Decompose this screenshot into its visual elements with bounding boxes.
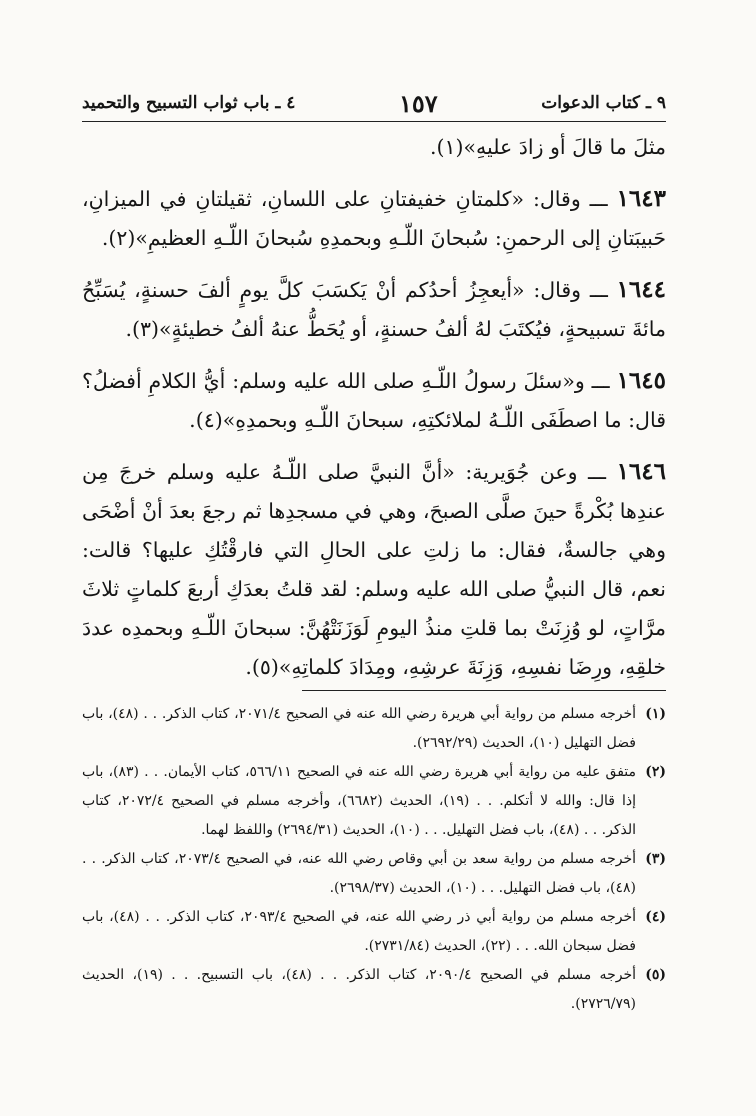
hadith-1644 (82, 270, 666, 349)
hadith-text: ـــ وقال: «كلمتانِ خفيفتانِ على اللسانِ، ثقيلتانِ في الميزانِ، حَبيبَتانِ إلى الرحمنِ: سُبحانَ اللّـهِ وبحمدِهِ سُبحانَ اللّـهِ العظيمِ»(٢). (82, 187, 666, 250)
hadith-1646 (82, 452, 666, 687)
hadith-number: ١٦٤٤ (616, 276, 666, 303)
footnote-text: أخرجه مسلم من رواية أبي ذر رضي الله عنه، في الصحيح ٢٠٩٣/٤، كتاب الذكر. . . (٤٨)، باب فضل سبحان الله. . . (٢٢)، الحديث (٢٧٣١/٨٤). (82, 909, 637, 954)
hadith-text: ـــ وقال: «أيعجِزُ أحدُكم أنْ يَكسَبَ كلَّ يومٍ ألفَ حسنةٍ، يُسَبِّحُ مائةَ تسبيحةٍ، فيُكتَبَ لهُ ألفُ حسنةٍ، أو يُحَطُّ عنهُ ألفُ خطيئةٍ»(٣). (82, 278, 666, 341)
footnote-5 (82, 961, 666, 1019)
hadith-1643 (82, 179, 666, 258)
hadith-text: ـــ وعن جُوَيرية: «أنَّ النبيَّ صلى اللّـهُ عليه وسلم خرجَ مِن عندِها بُكْرةً حينَ صلَّى الصبحَ، وهي في مسجدِها ثم رجعَ بعدَ أنْ أضْحَى وهي جالسةٌ، فقال: ما زلتِ على الحالِ التي فارقْتُكِ عليها؟ قالت: نعم، قال النبيُّ صلى الله عليه وسلم: لقد قلتُ بعدَكِ أربعَ كلماتٍ ثلاثَ مرَّاتٍ، لو وُزِنَتْ بما قلتِ منذُ اليومِ لَوَزَنَتْهُنَّ: سبحانَ اللّـهِ وبحمدِه عددَ خلقِهِ، ورِضَا نفسِهِ، وَزِنَةَ عرشِهِ، ومِدَادَ كلماتِهِ»(٥). (82, 460, 666, 679)
footnote-text: أخرجه مسلم في الصحيح ٢٠٩٠/٤، كتاب الذكر. . . (٤٨)، باب التسبيح. . . (١٩)، الحديث (٢٧٢٦/٧٩). (82, 967, 636, 1012)
running-header (82, 88, 666, 118)
header-chapter-title: ٩ ـ كتاب الدعوات (541, 93, 666, 113)
hadith-1645 (82, 361, 666, 440)
hadith-number: ١٦٤٦ (616, 458, 666, 485)
header-divider (82, 121, 666, 122)
footnote-label: (٣) (645, 851, 666, 867)
footnotes (82, 700, 666, 1019)
footnote-1 (82, 700, 666, 758)
footnote-text: أخرجه مسلم من رواية سعد بن أبي وقاص رضي الله عنه، في الصحيح ٢٠٧٣/٤، كتاب الذكر. . . (٤٨)، باب فضل التهليل. . . (١٠)، الحديث (٢٦٩٨/٣٧). (82, 851, 636, 896)
footnote-label: (٥) (645, 967, 666, 983)
footnote-text: متفق عليه من رواية أبي هريرة رضي الله عنه في الصحيح ٥٦٦/١١، كتاب الأيمان. . . (٨٣)، باب إذا قال: والله لا أتكلم. . . (١٩)، الحديث (٦٦٨٢)، وأخرجه مسلم في الصحيح ٢٠٧٢/٤، كتاب الذكر. . . (٤٨)، باب فضل التهليل. . . (١٠)، الحديث (٢٦٩٤/٣١) واللفظ لهما. (82, 764, 636, 838)
footnote-3 (82, 845, 666, 903)
footnote-label: (١) (645, 706, 666, 722)
footnote-text: أخرجه مسلم من رواية أبي هريرة رضي الله عنه في الصحيح ٢٠٧١/٤، كتاب الذكر. . . (٤٨)، باب فضل التهليل (١٠)، الحديث (٢٦٩٢/٢٩). (82, 706, 636, 751)
footnote-2 (82, 758, 666, 845)
footnote-4 (82, 903, 666, 961)
footnote-label: (٢) (645, 764, 666, 780)
hadith-number: ١٦٤٣ (616, 185, 666, 212)
hadith-text: ـــ و«سئلَ رسولُ اللّـهِ صلى الله عليه وسلم: أيُّ الكلامِ أفضلُ؟ قال: ما اصطَفَى اللّـهُ لملائكتِهِ، سبحانَ اللّـهِ وبحمدِهِ»(٤). (82, 369, 666, 432)
hadith-number: ١٦٤٥ (616, 367, 666, 394)
footnote-divider (302, 690, 666, 691)
continued-paragraph: مثلَ ما قالَ أو زادَ عليهِ»(١). (429, 135, 666, 159)
page-number: ١٥٧ (398, 88, 438, 118)
main-text (82, 128, 666, 699)
footnote-label: (٤) (645, 909, 666, 925)
header-section-title: ٤ ـ باب ثواب التسبيح والتحميد (82, 93, 296, 113)
